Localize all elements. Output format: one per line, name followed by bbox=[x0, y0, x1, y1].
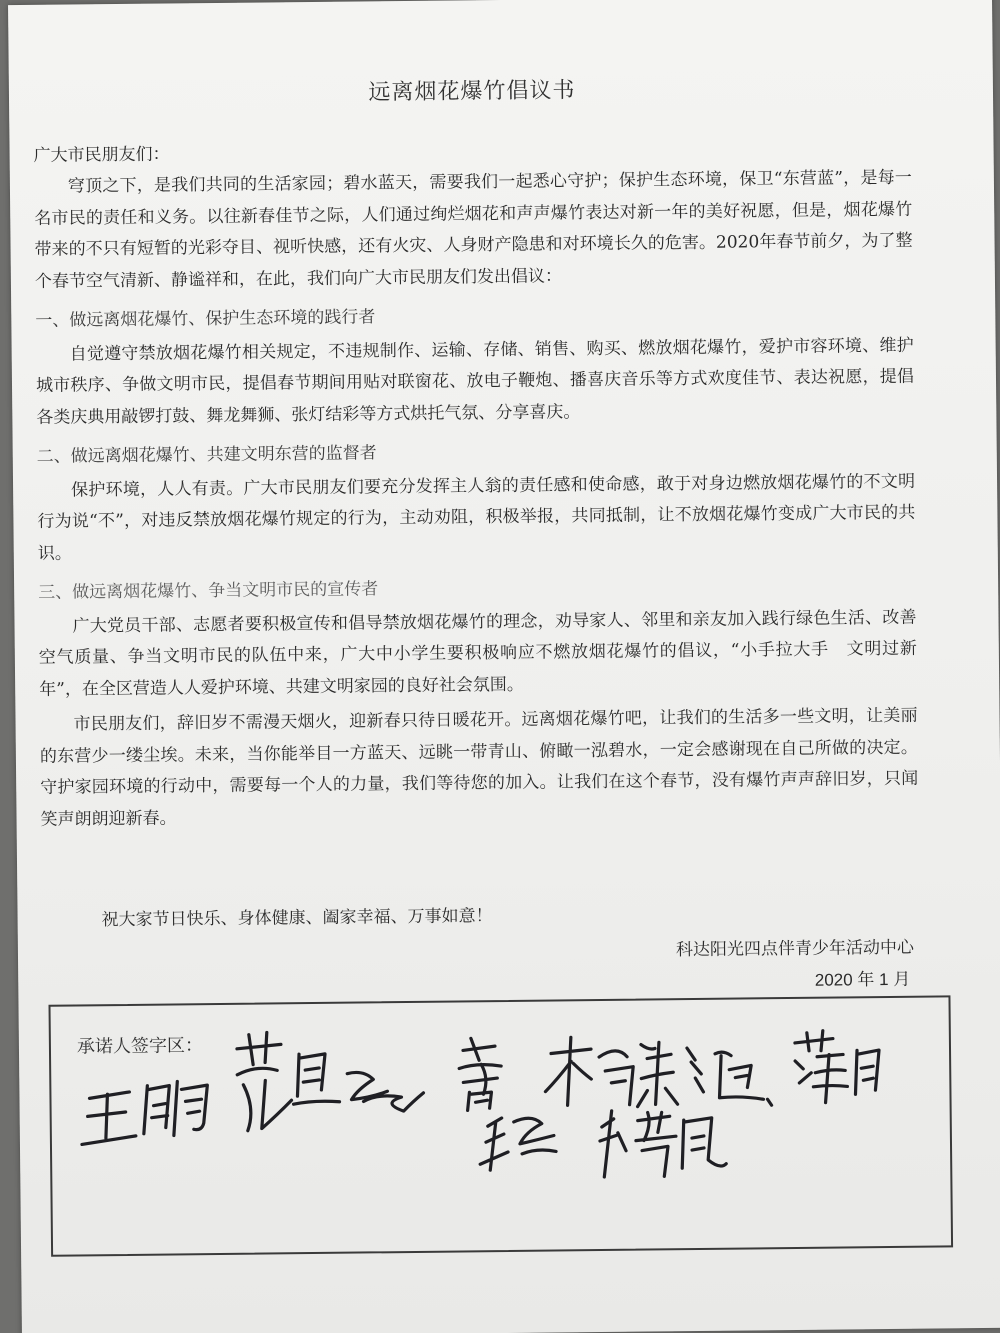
handwritten-signatures bbox=[51, 997, 952, 1254]
conclusion-paragraph: 市民朋友们，辞旧岁不需漫天烟火，迎新春只待日暖花开。远离烟花爆竹吧，让我们的生活多一些文明，让美丽的东营少一缕尘埃。未来，当你能举目一方蓝天、远眺一带青山、俯瞰一泓碧水，一定会感谢现在自己所做的决定。守护家园环境的行动中，需要每一个人的力量，我们等待您的加入。让我们在这个春节，没有爆竹声声辞旧岁，只闻笑声朗朗迎新春。 bbox=[39, 705, 919, 830]
signature-label: 承诺人签字区： bbox=[76, 1035, 204, 1057]
document-date: 2020 年 1 月 bbox=[814, 969, 911, 990]
intro-paragraph: 穹顶之下，是我们共同的生活家园；碧水蓝天，需要我们一起悉心守护；保护生态环境，保卫“东营蓝”，是每一名市民的责任和义务。以往新春佳节之际，人们通过绚烂烟花和声声爆竹表达对新一年的美好祝愿，但是，烟花爆竹带来的不只有短暂的光彩夺目、视听快感，还有火灾、人身财产隐患和对环境长久的危害。2020年春节前夕，为了整个春节空气清新、静谧祥和，在此，我们向广大市民朋友们发出倡议： bbox=[34, 167, 913, 292]
section-1-heading: 一、做远离烟花爆竹、保护生态环境的践行者 bbox=[35, 307, 376, 331]
signature-2 bbox=[237, 1031, 424, 1131]
signature-3 bbox=[459, 1038, 502, 1110]
paper-sheet bbox=[8, 0, 1000, 1333]
section-3-body: 广大党员干部、志愿者要积极宣传和倡导禁放烟花爆竹的理念，劝导家人、邻里和亲友加入践行绿色生活、改善空气质量、争当文明市民的队伍中来，广大中小学生要积极响应不燃放烟花爆竹的倡议，“小手拉大手 文明过新年”，在全区营造人人爱护环境、共建文明家园的良好社会氛围。 bbox=[38, 607, 917, 700]
signature-box bbox=[48, 995, 953, 1256]
document-body bbox=[33, 72, 921, 1005]
spacer bbox=[41, 827, 920, 906]
organization-name: 科达阳光四点伴青少年活动中心 bbox=[675, 937, 915, 960]
signature-7 bbox=[600, 1110, 727, 1177]
section-1-body: 自觉遵守禁放烟花爆竹相关规定，不违规制作、运输、存储、销售、购买、燃放烟花爆竹，爱护市容环境、维护城市秩序、争做文明市民，提倡春节期间用贴对联窗花、放电子鞭炮、播喜庆音乐等方式欢度佳节、表达祝愿，提倡各类庆典用敲锣打鼓、舞龙舞狮、张灯结彩等方式烘托气氛、分享喜庆。 bbox=[35, 335, 915, 428]
document-title: 远离烟花爆竹倡议书 bbox=[368, 78, 576, 106]
signature-1 bbox=[81, 1081, 208, 1144]
closing-wishes: 祝大家节日快乐、身体健康、阖家幸福、万事如意！ bbox=[101, 906, 493, 931]
signature-5 bbox=[795, 1030, 880, 1103]
section-3-heading: 三、做远离烟花爆竹、争当文明市民的宣传者 bbox=[38, 579, 379, 603]
salutation: 广大市民朋友们： bbox=[33, 143, 170, 166]
signature-4 bbox=[545, 1035, 772, 1107]
section-2-heading: 二、做远离烟花爆竹、共建文明东营的监督者 bbox=[36, 443, 377, 467]
signature-6 bbox=[480, 1117, 557, 1170]
section-2-body: 保护环境，人人有责。广大市民朋友们要充分发挥主人翁的责任感和使命感，敢于对身边燃放烟花爆竹的不文明行为说“不”，对违反禁放烟花爆竹规定的行为，主动劝阻，积极举报，共同抵制，让不放烟花爆竹变成广大市民的共识。 bbox=[37, 471, 916, 564]
